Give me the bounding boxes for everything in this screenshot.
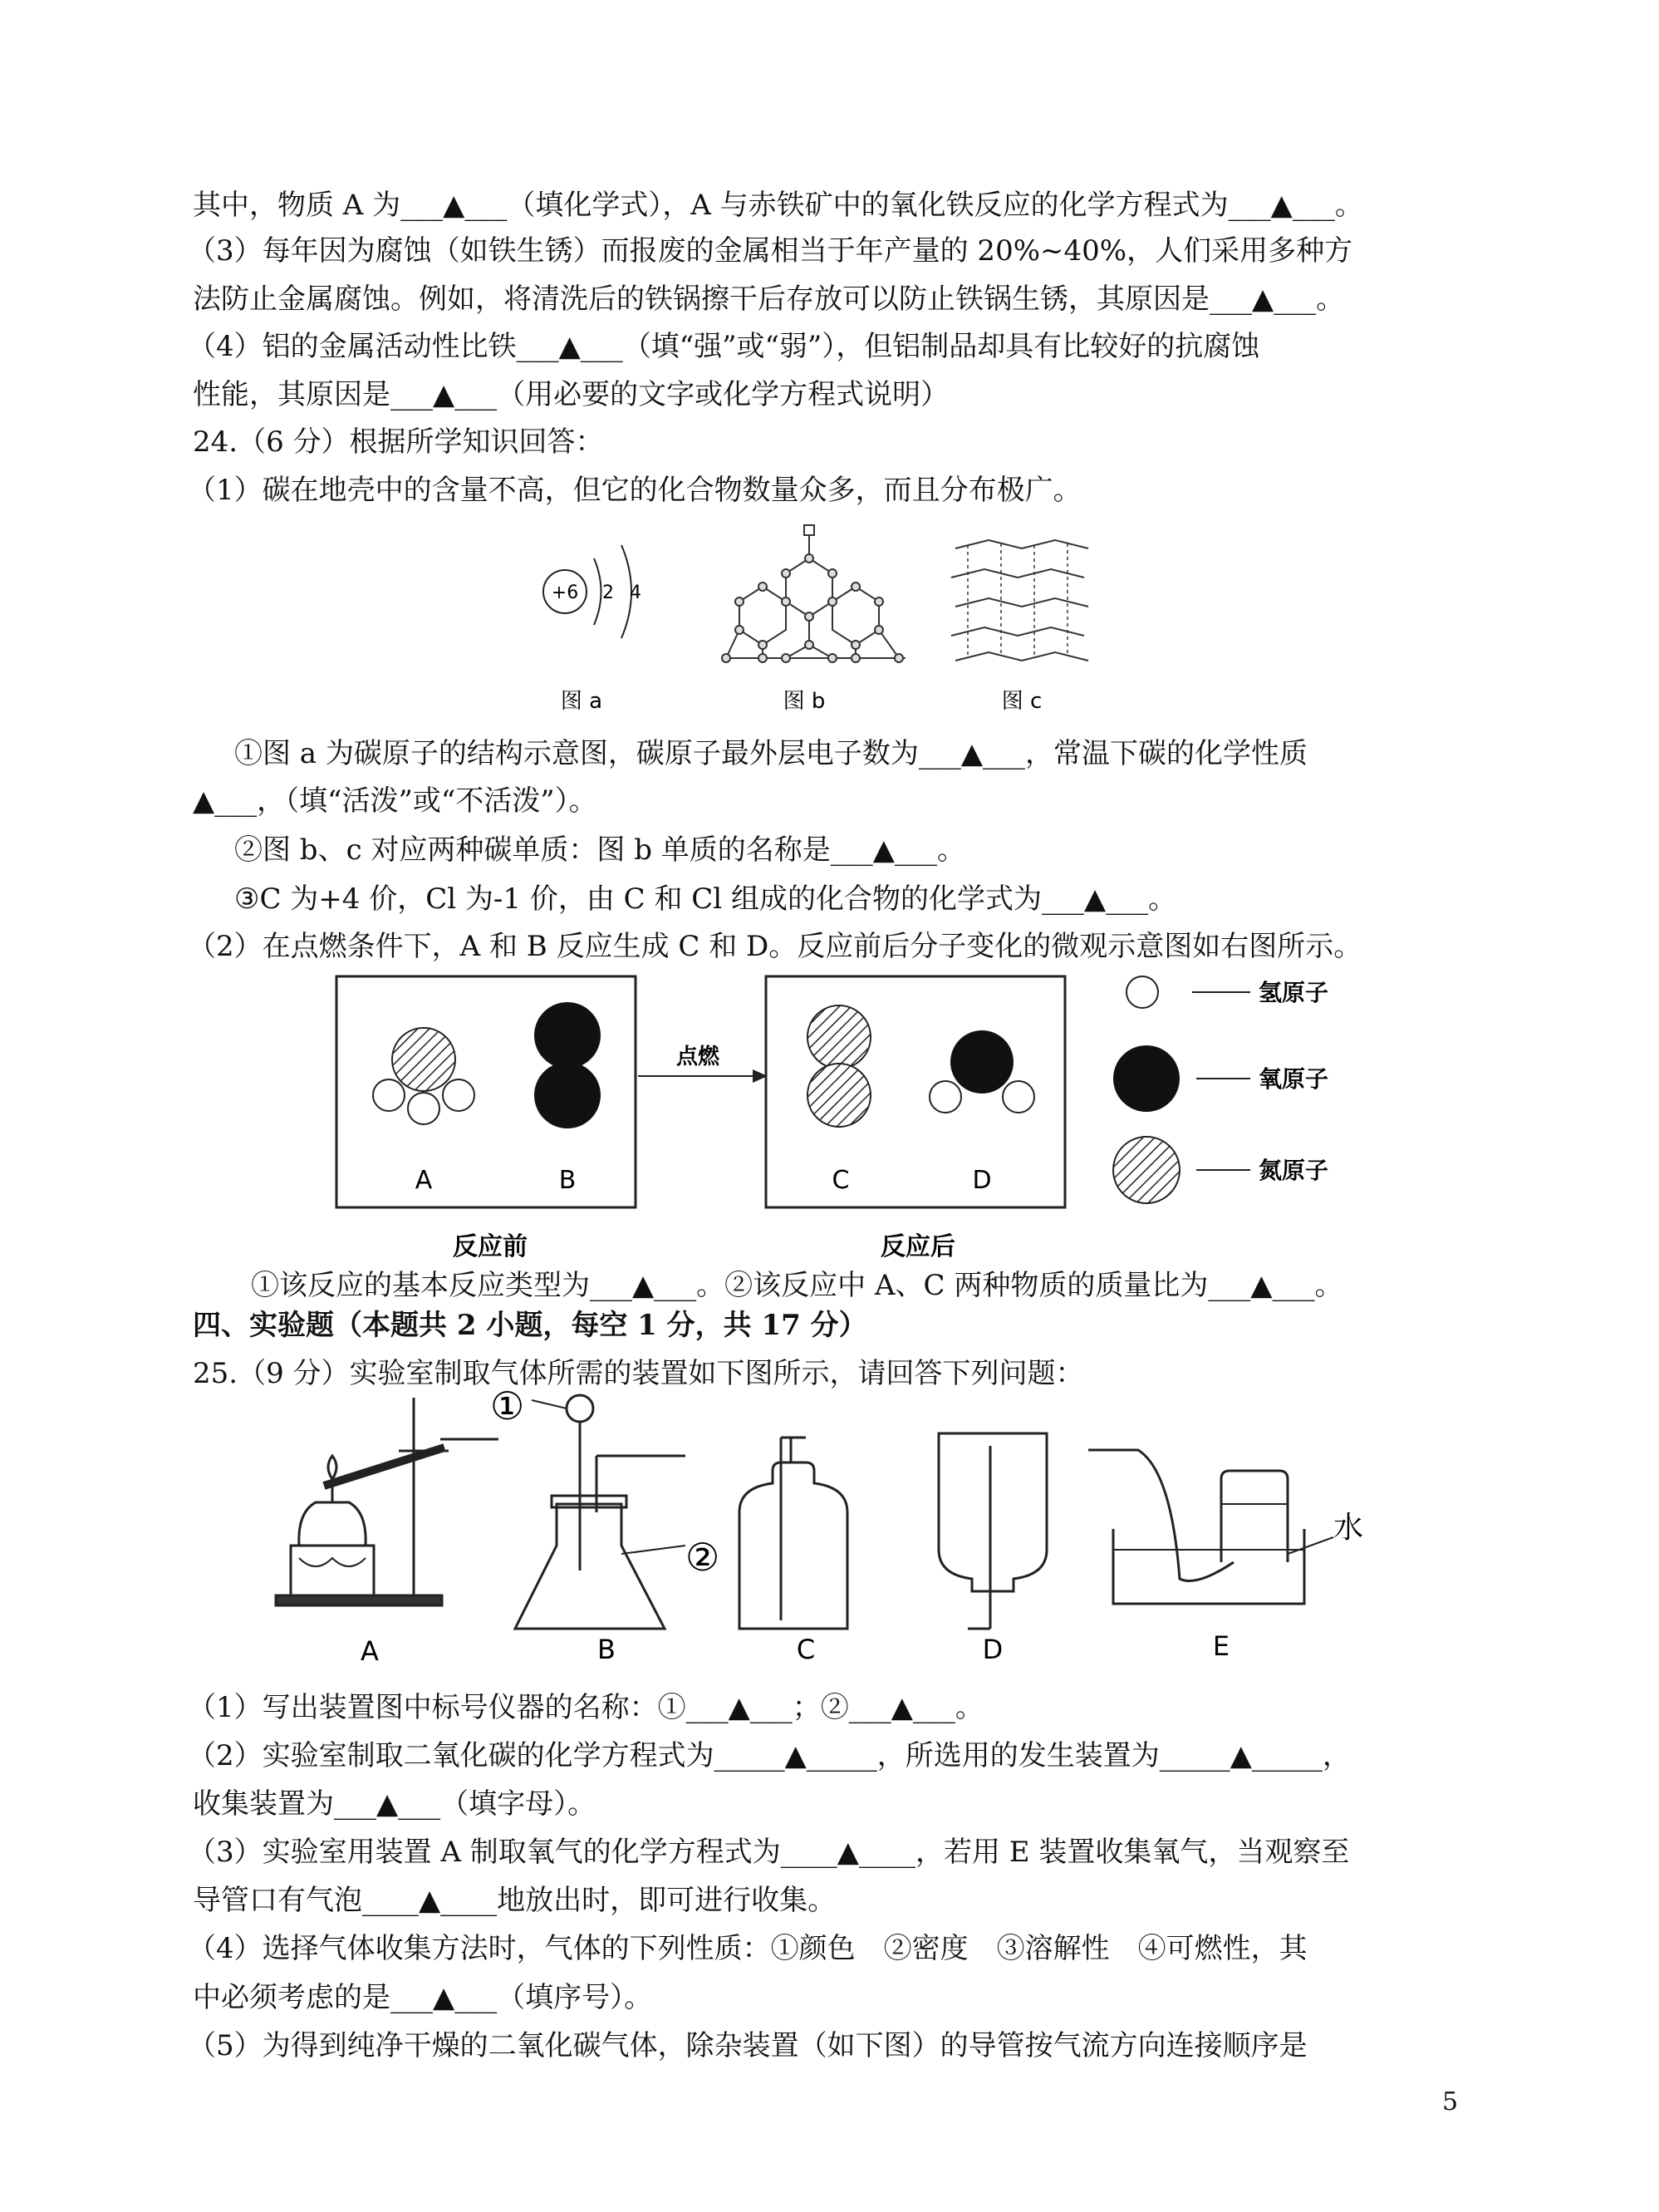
label-apparatus-B: B xyxy=(597,1634,616,1662)
apparatus-A xyxy=(276,1398,498,1605)
text-line-4: （4）铝的金属活动性比铁___▲___（填“强”或“弱”），但铝制品却具有比较好的抗腐蚀 xyxy=(188,330,1260,363)
legend-nitrogen: 氮原子 xyxy=(1259,1157,1329,1184)
marker-2: ② xyxy=(685,1535,720,1580)
legend-hydrogen: 氢原子 xyxy=(1259,979,1329,1006)
label-apparatus-E: E xyxy=(1212,1630,1230,1662)
nucleus-label: +6 xyxy=(551,582,579,603)
caption-c: 图 c xyxy=(1001,689,1043,714)
text-line-16: （1）写出装置图中标号仪器的名称：①___▲___；②___▲___。 xyxy=(188,1691,984,1724)
apparatus-E xyxy=(1088,1450,1333,1604)
carbon-structure-figure xyxy=(515,515,1097,723)
shell-1-count: 2 xyxy=(602,582,614,603)
ignite-label: 点燃 xyxy=(675,1045,720,1069)
text-line-5: 性能，其原因是___▲___（用必要的文字或化学方程式说明） xyxy=(193,378,950,411)
text-line-19: （3）实验室用装置 A 制取氧气的化学方程式为____▲____，若用 E 装置收集氧气，当观察至 xyxy=(188,1836,1350,1869)
caption-a: 图 a xyxy=(560,689,603,714)
text-line-11: ③C 为+4 价，Cl 为-1 价，由 C 和 Cl 组成的化合物的化学式为___▲___。 xyxy=(234,882,1177,916)
text-line-23: （5）为得到纯净干燥的二氧化碳气体，除杂装置（如下图）的导管按气流方向连接顺序是 xyxy=(188,2029,1308,2062)
text-line-18: 收集装置为___▲___（填字母）。 xyxy=(193,1787,596,1821)
text-line-13: ①该反应的基本反应类型为___▲___。②该反应中 A、C 两种物质的质量比为___▲___。 xyxy=(251,1269,1343,1302)
after-label: 反应后 xyxy=(881,1232,955,1261)
text-line-22: 中必须考虑的是___▲___（填序号）。 xyxy=(193,1981,653,2014)
apparatus-figure xyxy=(266,1388,1470,1662)
caption-b: 图 b xyxy=(783,689,826,714)
apparatus-C xyxy=(739,1438,847,1629)
label-apparatus-D: D xyxy=(982,1634,1004,1662)
text-line-17: （2）实验室制取二氧化碳的化学方程式为_____▲_____，所选用的发生装置为_____▲_____， xyxy=(188,1739,1351,1772)
text-line-2: （3）每年因为腐蚀（如铁生锈）而报废的金属相当于年产量的 20%~40%，人们采用多种方 xyxy=(188,234,1353,268)
text-line-12: （2）在点燃条件下，A 和 B 反应生成 C 和 D。反应前后分子变化的微观示意图如右图所示。 xyxy=(188,930,1362,963)
text-line-3: 法防止金属腐蚀。例如，将清洗后的铁锅擦干后存放可以防止铁锅生锈，其原因是___▲___。 xyxy=(193,283,1345,316)
apparatus-D xyxy=(939,1433,1047,1629)
reaction-diagram xyxy=(332,972,1578,1271)
water-label: 水 xyxy=(1333,1511,1364,1545)
question-25-header: 25.（9 分）实验室制取气体所需的装置如下图所示，请回答下列问题： xyxy=(193,1357,1084,1390)
label-C: C xyxy=(832,1166,850,1195)
shell-2-count: 4 xyxy=(630,582,641,603)
text-line-10: ②图 b、c 对应两种碳单质：图 b 单质的名称是___▲___。 xyxy=(234,833,965,867)
text-line-9: ▲___，（填“活泼”或“不活泼”）。 xyxy=(193,784,597,818)
label-D: D xyxy=(972,1166,992,1195)
graphite-layers xyxy=(951,540,1088,661)
text-line-8: ①图 a 为碳原子的结构示意图，碳原子最外层电子数为___▲___，常温下碳的化学性质 xyxy=(234,737,1308,770)
text-line-7: （1）碳在地壳中的含量不高，但它的化合物数量众多，而且分布极广。 xyxy=(188,474,1082,507)
label-apparatus-A: A xyxy=(361,1635,379,1662)
legend-oxygen: 氧原子 xyxy=(1259,1065,1329,1093)
before-label: 反应前 xyxy=(453,1232,528,1261)
text-line-21: （4）选择气体收集方法时，气体的下列性质：①颜色 ②密度 ③溶解性 ④可燃性，其 xyxy=(188,1932,1308,1965)
text-line-20: 导管口有气泡____▲____地放出时，即可进行收集。 xyxy=(193,1884,837,1917)
marker-1: ① xyxy=(490,1388,525,1428)
text-line-1: 其中，物质 A 为___▲___（填化学式），A 与赤铁矿中的氧化铁反应的化学方程式为___▲___。 xyxy=(193,189,1363,222)
label-apparatus-C: C xyxy=(796,1634,816,1662)
question-24-header: 24.（6 分）根据所学知识回答： xyxy=(193,425,604,459)
label-B: B xyxy=(558,1166,577,1195)
page-number: 5 xyxy=(1442,2087,1459,2116)
apparatus-B xyxy=(515,1395,685,1629)
section-4-header: 四、实验题（本题共 2 小题，每空 1 分，共 17 分） xyxy=(193,1309,867,1342)
diamond-lattice xyxy=(721,525,906,662)
label-A: A xyxy=(415,1166,433,1195)
carbon-atom-diagram xyxy=(543,545,641,714)
